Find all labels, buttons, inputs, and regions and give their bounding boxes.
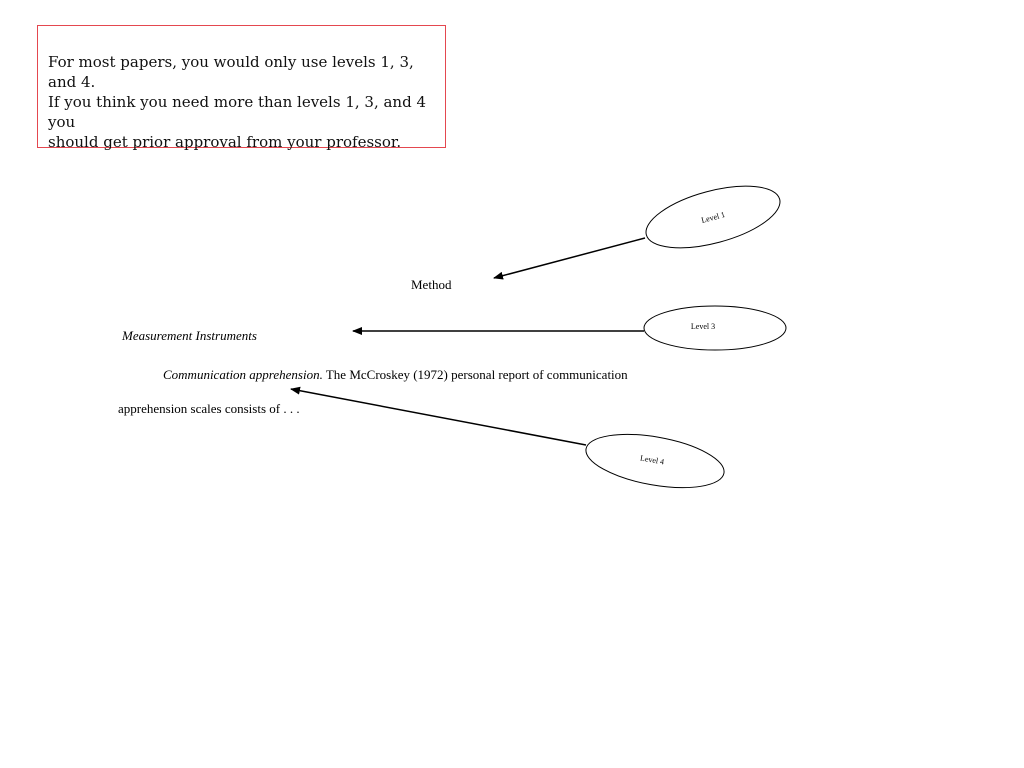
note-text: For most papers, you would only use levels 1, 3, and 4. If you think you need more than levels 1, 3, and 4 you should get prior approval from your professor. [48,53,426,151]
level4-label: Level 4 [639,453,665,467]
paragraph-line-2: apprehension scales consists of . . . [118,401,300,416]
level1-label: Level 1 [700,210,726,225]
level1-heading: Method [411,277,452,292]
level1-callout [640,174,787,260]
level1-arrow [494,238,645,278]
level4-callout [582,425,728,497]
level3-label: Level 3 [690,322,716,331]
paragraph-text-1: The McCroskey (1972) personal report of communication [322,367,628,382]
level4-heading: Communication apprehension. [163,367,323,382]
level3-callout [644,306,786,350]
level3-heading: Measurement Instruments [122,328,257,343]
level4-arrow [291,389,586,445]
